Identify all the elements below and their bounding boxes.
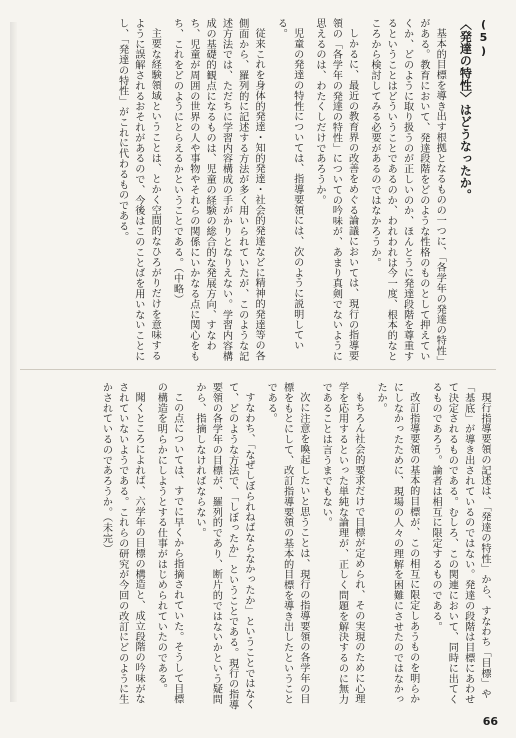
upper-text-column xyxy=(116,18,492,366)
section-number: (5) xyxy=(477,18,490,58)
lower-paragraph-1: 現行指導要領の記述は、「発達の特性」から、すなわち「目標」や「基底」が導き出されているのではない。発達の段階は目標にあわせて決定されるものである。むしろ、この関連において、同時に出てくるものであろう。論者は相互に限定するものである。 xyxy=(430,382,490,705)
upper-paragraph-2: しかるに、最近の教育界の改善をめぐる論議においては、現行の指導要領の「各学年の発達の特性」についての吟味が、あまり真剣でないように思えるのは、わたくしだけであろうか。 xyxy=(314,18,358,362)
binder-shadow xyxy=(10,22,17,702)
lower-paragraph-7: 聞くところによれば、六学年の目標の構造と、成立段階の吟味がなされていないようである。これらの研究が今回の改訂にどのように生かされているのであろうか。（未完） xyxy=(100,382,145,705)
section-title: 〈発達の特性〉はどうなったか。 xyxy=(458,18,473,202)
section-divider xyxy=(20,369,496,370)
lower-text-column xyxy=(24,382,492,712)
lower-paragraph-5: すなわち、「なぜしぼられねばならなかったか」ということではなくて、どのような方法で、「しぼったか」ということである。現行の指導要領の各学年の目標が、羅列的であり、断片的ではないかという疑問から、指摘しなければならない。 xyxy=(194,382,254,710)
upper-paragraph-4: 従来これを身体的発達・知的発達・社会的発達などに精神的発達等の各側面から、羅列的に記述する方法が多く用いられていたが、このような記述方法では、ただちに学習内容構成の手がかりとなりえない。学習内容構成の基礎的観点になるものは、児童の経験の総合的な発展方向、すなわち、児童が周囲の世界の人や事物やそれらの関係にいかなる点に関心をもち、これをどのようにとらえるかということである。（中略） xyxy=(171,18,265,362)
upper-paragraph-3: 児童の発達の特性については、指導要領には、次のように説明している。 xyxy=(275,18,303,351)
upper-paragraph-5: 主要な経験領域ということは、とかく空間的なひろがりだけを意味するように誤解されるおそれがあるので、今後はこのことばを用いないことにし、「発達の特性」がこれに代わるものである。 xyxy=(116,18,161,362)
lower-paragraph-3: もちろん社会的要求だけで目標が定められ、その実現のために心理学を応用するといった単純な論理が、正しく問題を解決するのに無力であることは言うまでもない。 xyxy=(320,382,364,705)
lower-paragraph-2: 改訂指導要領の基本的目標が、この相互に限定しあうものを明らかにしなかったために、現場の人々の理解を困難にさせたのではなかったか。 xyxy=(375,382,419,705)
upper-paragraph-1: 基本的目標を導き出す根拠となるものの一つに、「各学年の発達の特性」がある。教育において、発達段階をどのような性格のものとして押えていくか、どのように取り扱うのが正しいのか、ほんとうに発達段階を尊重するということはどういうことであるのか、われわれは今一度、根本的なところから検討してみる必要があるのではなかろうか。 xyxy=(368,18,446,362)
page-number: 66 xyxy=(482,715,498,728)
lower-paragraph-6: この点については、すでに早くから指摘されていた。そうして目標の構造を明らかにしようとする仕事がはじめられていたのである。 xyxy=(155,382,183,705)
lower-paragraph-4: 次に注意を喚起したいと思うことは、現行の指導要領の各学年の目標をもとにして、改訂指導要領の基本的目標を導き出したということである。 xyxy=(265,382,309,705)
